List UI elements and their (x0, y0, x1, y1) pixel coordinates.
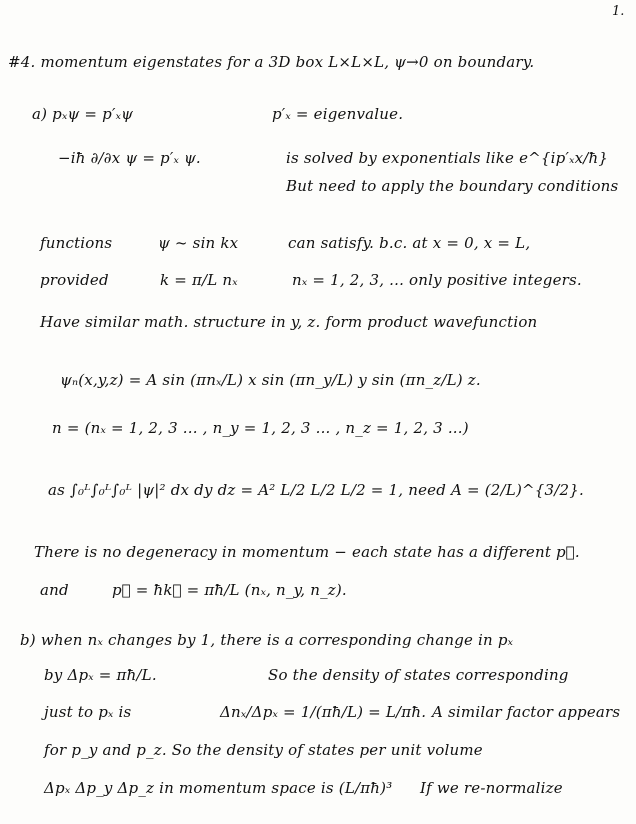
note-text: Δnₓ/Δpₓ = 1/(πħ/L) = L/πħ. (220, 703, 427, 721)
note-text: If we re-normalize (420, 779, 563, 797)
note-text: is solved by exponentials like e^{ip′ₓx/ħ} (286, 149, 609, 167)
note-text: by Δpₓ = πħ/L. (44, 666, 157, 684)
note-text: functions (40, 234, 113, 252)
note-text: and (40, 581, 69, 599)
note-text: A similar factor appears (432, 703, 621, 721)
note-text: ψₙ(x,y,z) = A sin (πnₓ/L) x sin (πn_y/L) y sin (πn_z/L) z. (60, 371, 481, 389)
note-text: Δpₓ Δp_y Δp_z in momentum space is (L/πħ)³ (44, 779, 393, 797)
note-text: −iħ ∂/∂x ψ = p′ₓ ψ. (58, 149, 201, 167)
note-text: Have similar math. structure in y, z. form product wavefunction (40, 313, 538, 331)
note-text: provided (40, 271, 109, 289)
note-text: can satisfy. b.c. at x = 0, x = L, (288, 234, 531, 252)
note-text: #4. momentum eigenstates for a 3D box L×L×L, ψ→0 on boundary. (8, 53, 535, 71)
note-text: n = (nₓ = 1, 2, 3 ... , n_y = 1, 2, 3 ... , n_z = 1, 2, 3 ...) (52, 419, 469, 437)
note-text: So the density of states corresponding (268, 666, 569, 684)
note-text: for p_y and p_z. So the density of states per unit volume (44, 741, 483, 759)
note-text: p′ₓ = eigenvalue. (272, 105, 404, 123)
note-text: as ∫₀ᴸ∫₀ᴸ∫₀ᴸ |ψ|² dx dy dz = A² L/2 L/2 L/2 = 1, need A = (2/L)^{3/2}. (48, 481, 584, 499)
note-text: b) when nₓ changes by 1, there is a corresponding change in pₓ (20, 631, 514, 649)
note-text: k = π/L nₓ (160, 271, 238, 289)
note-text: But need to apply the boundary conditions (286, 177, 619, 195)
note-text: p⃗ = ħk⃗ = πħ/L (nₓ, n_y, n_z). (112, 581, 347, 599)
note-text: just to pₓ is (44, 703, 132, 721)
note-text: a) pₓψ = p′ₓψ (32, 105, 134, 123)
page-number: 1. (612, 4, 625, 19)
note-text: There is no degeneracy in momentum − each state has a different p⃗. (34, 543, 580, 561)
note-text: ψ ~ sin kx (158, 234, 239, 252)
note-text: nₓ = 1, 2, 3, ... only positive integers. (292, 271, 582, 289)
